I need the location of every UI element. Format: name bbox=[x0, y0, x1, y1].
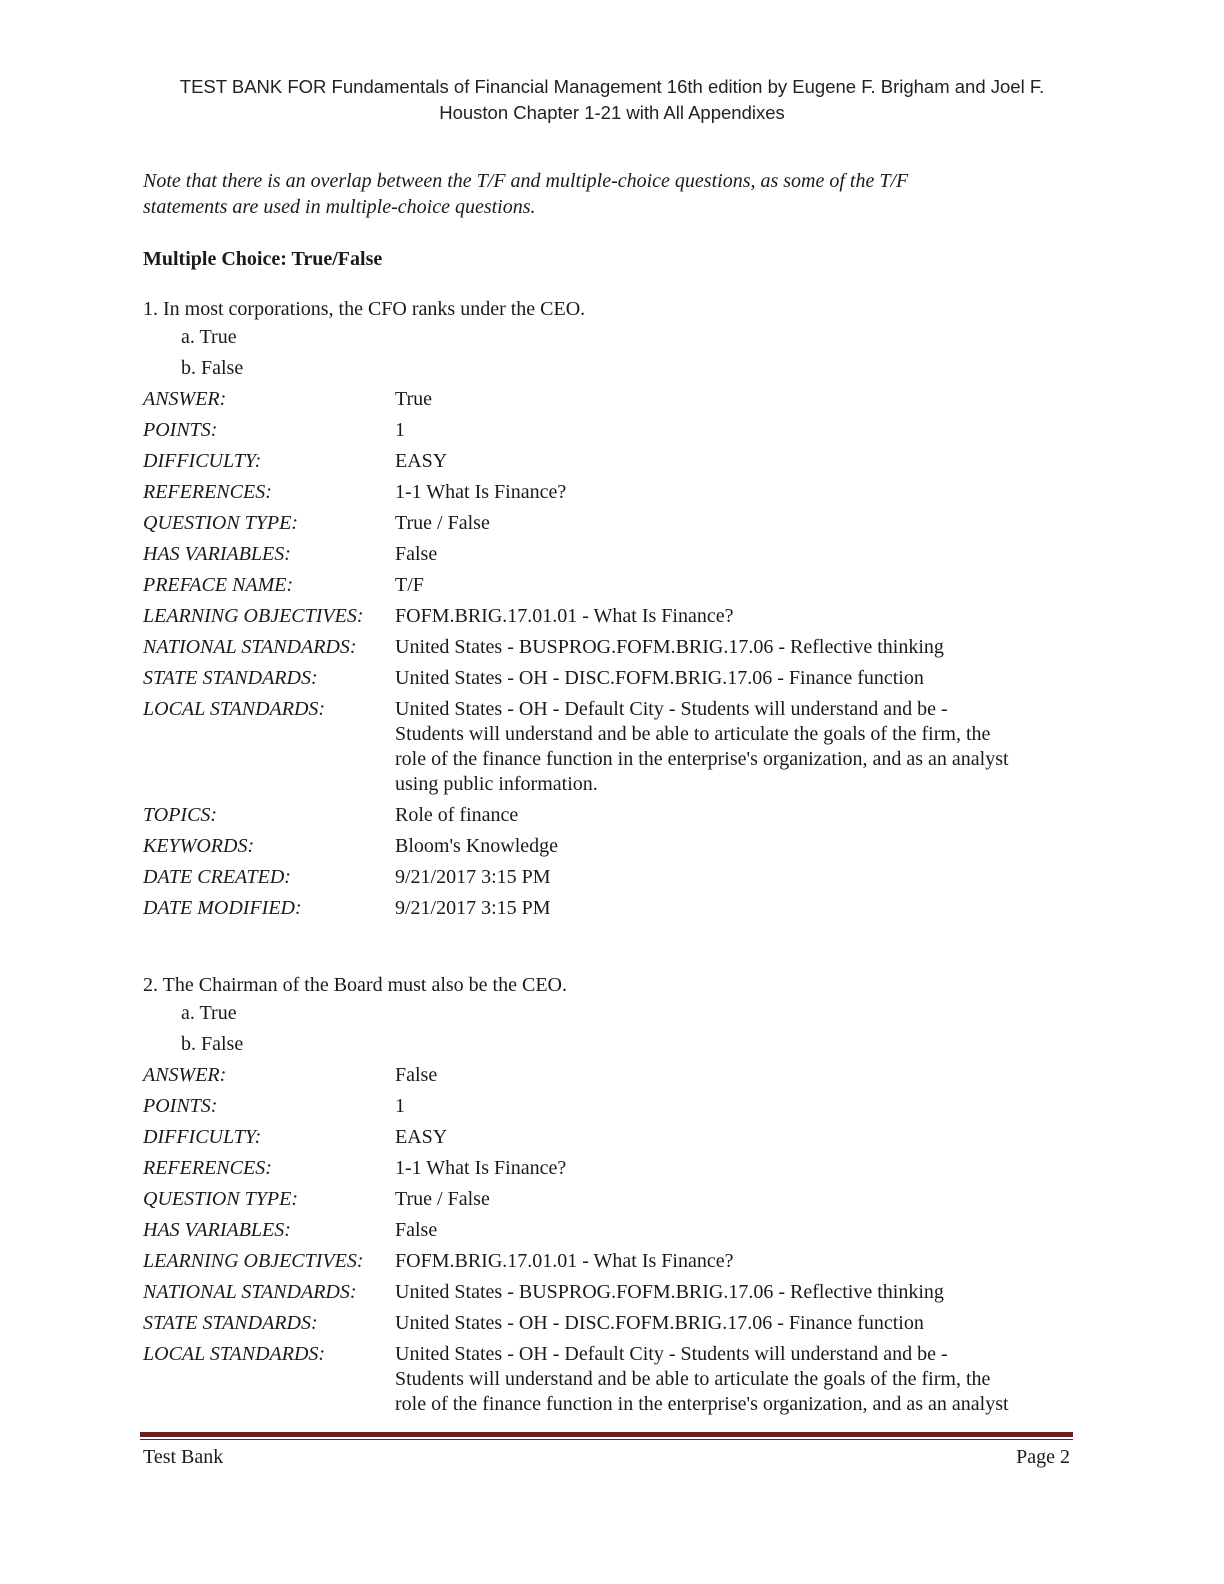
answer-option: b. False bbox=[181, 1033, 244, 1055]
metadata-label: QUESTION TYPE: bbox=[143, 1188, 299, 1210]
footer-rule-thick bbox=[140, 1432, 1073, 1437]
metadata-row bbox=[143, 1060, 1083, 1091]
header-line-2: Houston Chapter 1-21 with All Appendixes bbox=[439, 102, 785, 123]
metadata-value: False bbox=[395, 1064, 438, 1086]
metadata-value: True / False bbox=[395, 512, 490, 534]
answer-option: a. True bbox=[181, 326, 237, 348]
metadata-row bbox=[143, 415, 1083, 446]
question-text: 1. In most corporations, the CFO ranks under the CEO. bbox=[143, 298, 586, 320]
question-text: 2. The Chairman of the Board must also be the CEO. bbox=[143, 974, 567, 996]
metadata-value: 1-1 What Is Finance? bbox=[395, 481, 567, 503]
metadata-row bbox=[143, 1215, 1083, 1246]
question-list bbox=[143, 296, 1083, 1420]
metadata-value: Bloom's Knowledge bbox=[395, 835, 559, 857]
metadata-label: STATE STANDARDS: bbox=[143, 667, 318, 689]
page-content bbox=[143, 168, 1083, 1420]
answer-option: a. True bbox=[181, 1002, 237, 1024]
metadata-row bbox=[143, 1308, 1083, 1339]
metadata-value: False bbox=[395, 1219, 438, 1241]
metadata-label: QUESTION TYPE: bbox=[143, 512, 299, 534]
metadata-label: DIFFICULTY: bbox=[143, 1126, 262, 1148]
metadata-row bbox=[143, 800, 1083, 831]
metadata-value: True bbox=[395, 388, 433, 410]
metadata-value: T/F bbox=[395, 574, 424, 596]
metadata-value: 9/21/2017 3:15 PM bbox=[395, 866, 551, 888]
metadata-row bbox=[143, 477, 1083, 508]
metadata-value bbox=[395, 1339, 1083, 1420]
metadata-row bbox=[143, 893, 1083, 924]
metadata-value-line: United States - OH - Default City - Students will understand and be - bbox=[395, 698, 948, 720]
metadata-label: ANSWER: bbox=[143, 1064, 227, 1086]
metadata-label: POINTS: bbox=[143, 419, 218, 441]
metadata-value-line: using public information. bbox=[395, 773, 598, 795]
metadata-value: False bbox=[395, 543, 438, 565]
answer-option: b. False bbox=[181, 357, 244, 379]
note-line-2: statements are used in multiple-choice questions. bbox=[143, 196, 536, 218]
metadata-row bbox=[143, 632, 1083, 663]
metadata-value: 1 bbox=[395, 419, 405, 441]
metadata-row bbox=[143, 601, 1083, 632]
metadata-value: FOFM.BRIG.17.01.01 - What Is Finance? bbox=[395, 605, 734, 627]
metadata-label: REFERENCES: bbox=[143, 1157, 272, 1179]
metadata-row bbox=[143, 570, 1083, 601]
footer-title: Test Bank bbox=[143, 1446, 224, 1468]
metadata-row bbox=[143, 1246, 1083, 1277]
metadata-label: DATE CREATED: bbox=[143, 866, 291, 888]
metadata-value: EASY bbox=[395, 1126, 448, 1148]
note-line-1: Note that there is an overlap between the T/F and multiple-choice questions, as some of the T/F bbox=[143, 170, 909, 192]
question-spacer bbox=[143, 924, 1083, 948]
metadata-row bbox=[143, 539, 1083, 570]
metadata-value: United States - OH - DISC.FOFM.BRIG.17.06 - Finance function bbox=[395, 1312, 924, 1334]
overlap-note bbox=[143, 168, 1083, 220]
metadata-value: FOFM.BRIG.17.01.01 - What Is Finance? bbox=[395, 1250, 734, 1272]
metadata-label: PREFACE NAME: bbox=[143, 574, 294, 596]
metadata-label: NATIONAL STANDARDS: bbox=[143, 636, 357, 658]
metadata-label: HAS VARIABLES: bbox=[143, 543, 291, 565]
metadata-row bbox=[143, 1339, 1083, 1420]
metadata-row bbox=[143, 508, 1083, 539]
metadata-value: United States - BUSPROG.FOFM.BRIG.17.06 - Reflective thinking bbox=[395, 636, 944, 658]
metadata-label: LOCAL STANDARDS: bbox=[143, 698, 326, 720]
metadata-row bbox=[143, 831, 1083, 862]
metadata-label: ANSWER: bbox=[143, 388, 227, 410]
metadata-value: True / False bbox=[395, 1188, 490, 1210]
page-number: Page 2 bbox=[1016, 1446, 1070, 1468]
metadata-label: REFERENCES: bbox=[143, 481, 272, 503]
metadata-label: STATE STANDARDS: bbox=[143, 1312, 318, 1334]
metadata-label: NATIONAL STANDARDS: bbox=[143, 1281, 357, 1303]
metadata-value-line: United States - OH - Default City - Students will understand and be - bbox=[395, 1343, 948, 1365]
metadata-value: 1 bbox=[395, 1095, 405, 1117]
metadata-value: United States - OH - DISC.FOFM.BRIG.17.06 - Finance function bbox=[395, 667, 924, 689]
metadata-label: DIFFICULTY: bbox=[143, 450, 262, 472]
metadata-value-line: Students will understand and be able to articulate the goals of the firm, the bbox=[395, 1368, 991, 1390]
metadata-row bbox=[143, 1122, 1083, 1153]
metadata-value: 1-1 What Is Finance? bbox=[395, 1157, 567, 1179]
metadata-row bbox=[143, 862, 1083, 893]
metadata-label: LEARNING OBJECTIVES: bbox=[143, 1250, 364, 1272]
metadata-value bbox=[395, 694, 1083, 800]
metadata-value: EASY bbox=[395, 450, 448, 472]
metadata-label: TOPICS: bbox=[143, 804, 218, 826]
metadata-value-line: Students will understand and be able to articulate the goals of the firm, the bbox=[395, 723, 991, 745]
metadata-row bbox=[143, 384, 1083, 415]
metadata-label: DATE MODIFIED: bbox=[143, 897, 302, 919]
metadata-row bbox=[143, 1184, 1083, 1215]
metadata-row bbox=[143, 694, 1083, 800]
page-header bbox=[130, 74, 1094, 126]
metadata-value: United States - BUSPROG.FOFM.BRIG.17.06 - Reflective thinking bbox=[395, 1281, 944, 1303]
metadata-row bbox=[143, 1091, 1083, 1122]
metadata-label: HAS VARIABLES: bbox=[143, 1219, 291, 1241]
question-block bbox=[143, 972, 1083, 1420]
metadata-value-line: role of the finance function in the enterprise's organization, and as an analyst bbox=[395, 748, 1009, 770]
metadata-row bbox=[143, 1277, 1083, 1308]
metadata-label: LOCAL STANDARDS: bbox=[143, 1343, 326, 1365]
metadata-label: KEYWORDS: bbox=[143, 835, 255, 857]
section-title: Multiple Choice: True/False bbox=[143, 248, 383, 270]
metadata-value-line: role of the finance function in the enterprise's organization, and as an analyst bbox=[395, 1393, 1009, 1415]
question-block bbox=[143, 296, 1083, 924]
metadata-row bbox=[143, 446, 1083, 477]
footer-rule-thin bbox=[140, 1439, 1073, 1440]
header-line-1: TEST BANK FOR Fundamentals of Financial Management 16th edition by Eugene F. Brigham and Joel F. bbox=[179, 76, 1045, 97]
metadata-value: 9/21/2017 3:15 PM bbox=[395, 897, 551, 919]
metadata-value: Role of finance bbox=[395, 804, 519, 826]
metadata-label: POINTS: bbox=[143, 1095, 218, 1117]
metadata-row bbox=[143, 1153, 1083, 1184]
metadata-label: LEARNING OBJECTIVES: bbox=[143, 605, 364, 627]
metadata-row bbox=[143, 663, 1083, 694]
